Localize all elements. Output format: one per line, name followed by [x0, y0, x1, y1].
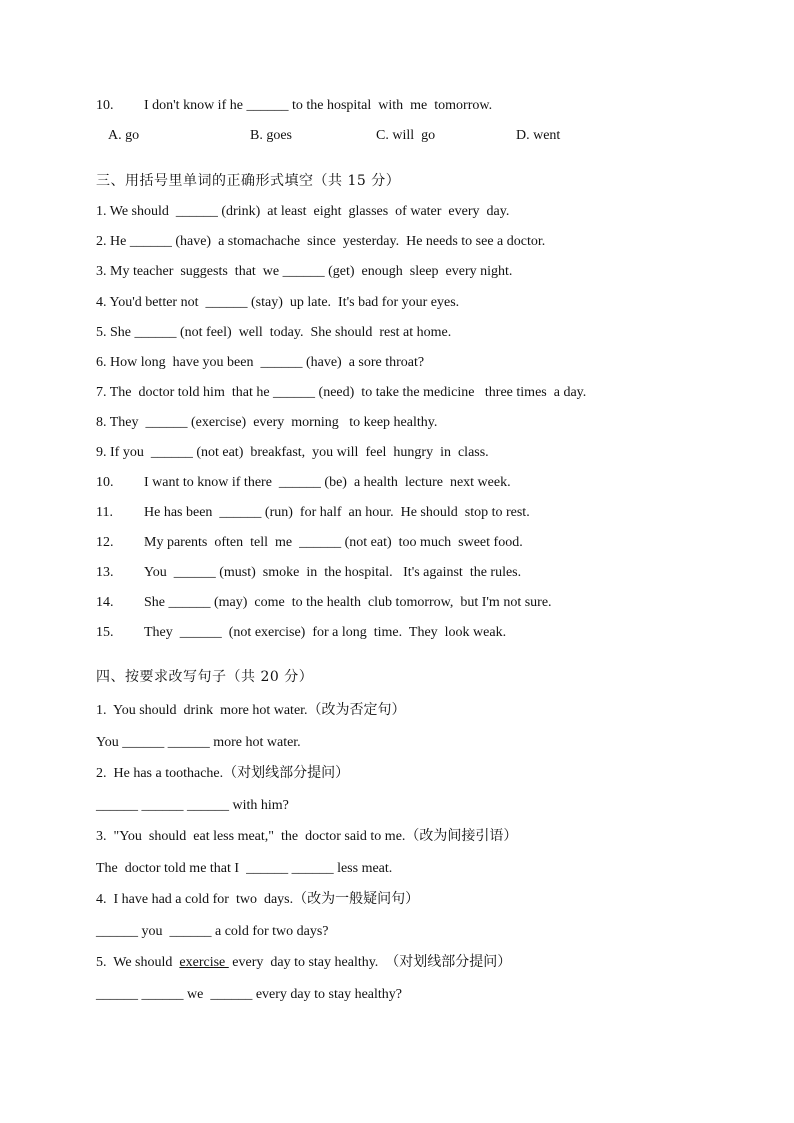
- s3-item-text: They ______ (not exercise) for a long time. They look weak.: [144, 625, 507, 640]
- s3-item-6: [96, 354, 424, 372]
- s3-item-text: They ______ (exercise) every morning to keep healthy.: [109, 415, 438, 430]
- s3-item-number: 12.: [96, 535, 114, 550]
- s3-item-9: [96, 444, 489, 462]
- s3-item-text: You ______ (must) smoke in the hospital. It's against the rules.: [144, 565, 522, 580]
- s3-item-text: He ______ (have) a stomachache since yesterday. He needs to see a doctor.: [110, 234, 546, 249]
- s3-item-12: [96, 534, 523, 552]
- q10-line: [96, 97, 492, 115]
- s3-item-number: 3.: [96, 264, 107, 279]
- section3-heading: 三、用括号里单词的正确形式填空（共 15 分）: [96, 173, 401, 189]
- s3-item-15: [96, 624, 506, 642]
- s4-item-2-question: 2. He has a toothache.（对划线部分提问）: [96, 766, 350, 781]
- q10-option-b: B. goes: [250, 128, 292, 143]
- s4-item-4-answer: ______ you ______ a cold for two days?: [96, 924, 329, 939]
- s3-item-text: How long have you been ______ (have) a sore throat?: [110, 355, 425, 370]
- s3-item-number: 15.: [96, 625, 114, 640]
- s3-item-number: 9.: [96, 445, 107, 460]
- s4-item-5-answer: ______ ______ we ______ every day to stay healthy?: [96, 987, 402, 1002]
- s3-item-text: If you ______ (not eat) breakfast, you will feel hungry in class.: [110, 445, 489, 460]
- s4-item-1-answer: You ______ ______ more hot water.: [96, 735, 301, 750]
- s4-item-5-underlined-word: exercise: [179, 955, 229, 970]
- q10-text: I don't know if he ______ to the hospital with me tomorrow.: [144, 98, 493, 113]
- s4-item-3-answer: The doctor told me that I ______ ______ less meat.: [96, 861, 393, 876]
- s3-item-1: [96, 203, 509, 221]
- s3-item-text: I want to know if there ______ (be) a health lecture next week.: [144, 475, 511, 490]
- s3-item-text: My teacher suggests that we ______ (get) enough sleep every night.: [110, 264, 513, 279]
- s3-item-text: My parents often tell me ______ (not eat) too much sweet food.: [144, 535, 523, 550]
- s4-item-4-question: 4. I have had a cold for two days.（改为一般疑问句）: [96, 892, 420, 907]
- s3-item-text: She ______ (may) come to the health club tomorrow, but I'm not sure.: [144, 595, 552, 610]
- s3-item-text: The doctor told him that he ______ (need) to take the medicine three times a day.: [109, 385, 587, 400]
- s3-item-text: He has been ______ (run) for half an hour. He should stop to rest.: [144, 505, 530, 520]
- q10-number: 10.: [96, 98, 114, 113]
- s3-item-text: She ______ (not feel) well today. She should rest at home.: [110, 325, 452, 340]
- s4-item-1-question: 1. You should drink more hot water.（改为否定句）: [96, 703, 406, 718]
- s3-item-number: 1.: [96, 204, 107, 219]
- s3-item-number: 11.: [96, 505, 113, 520]
- s3-item-10: [96, 474, 511, 492]
- section4-heading: 四、按要求改写句子（共 20 分）: [96, 669, 314, 685]
- s3-item-3: [96, 263, 512, 281]
- s4-item-5-prefix: 5. We should: [96, 955, 180, 970]
- s4-item-2-answer: ______ ______ ______ with him?: [96, 798, 289, 813]
- s3-item-number: 13.: [96, 565, 114, 580]
- s3-item-5: [96, 324, 451, 342]
- s3-item-2: [96, 233, 545, 251]
- s3-item-13: [96, 564, 521, 582]
- s3-item-number: 6.: [96, 355, 107, 370]
- s4-item-3-question: 3. "You should eat less meat," the doctor said to me.（改为间接引语）: [96, 829, 518, 844]
- s3-item-11: [96, 504, 530, 522]
- q10-option-c: C. will go: [376, 128, 436, 143]
- s3-item-number: 10.: [96, 475, 114, 490]
- s3-item-8: [96, 414, 437, 432]
- s3-item-text: We should ______ (drink) at least eight glasses of water every day.: [109, 204, 510, 219]
- s3-item-4: [96, 294, 459, 312]
- q10-option-a: A. go: [108, 128, 140, 143]
- s3-item-number: 5.: [96, 325, 107, 340]
- q10-option-d: D. went: [516, 128, 561, 143]
- s3-item-number: 14.: [96, 595, 114, 610]
- s3-item-7: [96, 384, 586, 402]
- s3-item-number: 2.: [96, 234, 107, 249]
- s4-item-5-question: [96, 954, 511, 972]
- s3-item-number: 7.: [96, 385, 107, 400]
- s3-item-number: 8.: [96, 415, 107, 430]
- s3-item-text: You'd better not ______ (stay) up late. It's bad for your eyes.: [109, 295, 460, 310]
- s4-item-5-suffix: every day to stay healthy. （对划线部分提问）: [228, 955, 512, 970]
- s3-item-number: 4.: [96, 295, 107, 310]
- s3-item-14: [96, 594, 552, 612]
